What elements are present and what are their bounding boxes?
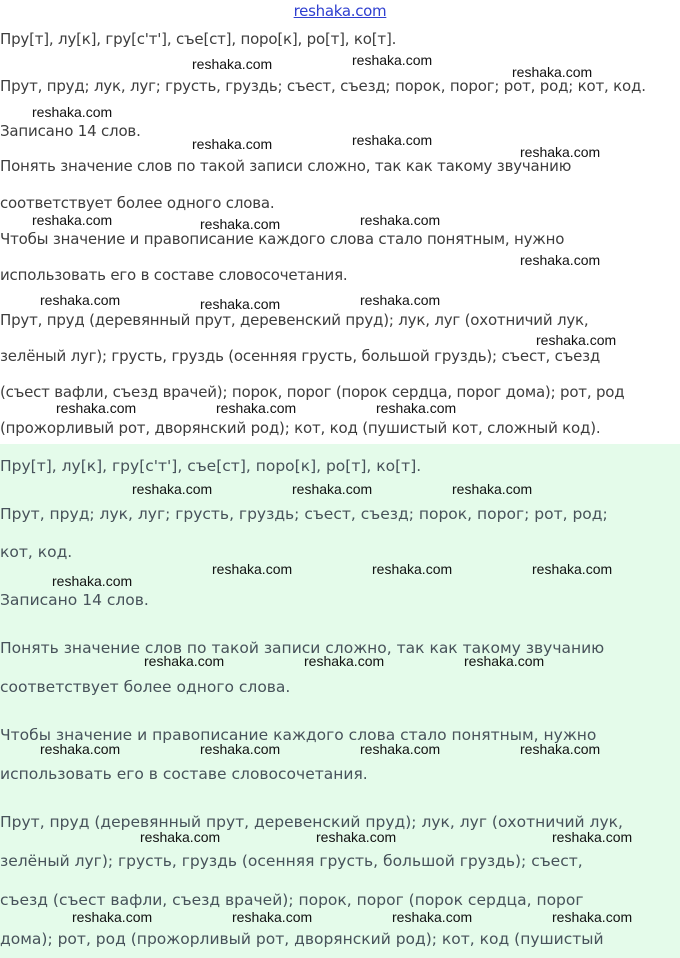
watermark: reshaka.com — [360, 292, 441, 308]
word-count-line: Записано 14 слов. — [0, 122, 141, 140]
word-pairs-line: Прут, пруд; лук, луг; грусть, груздь; съест, съезд; порок, порог; рот, род; — [0, 505, 608, 523]
watermark: reshaka.com — [316, 829, 397, 845]
watermark: reshaka.com — [520, 741, 601, 757]
word-count-line: Записано 14 слов. — [0, 591, 149, 609]
watermark: reshaka.com — [232, 909, 313, 925]
watermark: reshaka.com — [140, 829, 221, 845]
phrases-line: (прожорливый рот, дворянский род); кот, код (пушистый кот, сложный код). — [0, 419, 601, 437]
watermark: reshaka.com — [40, 292, 121, 308]
paragraph-line: использовать его в составе словосочетания. — [0, 765, 368, 783]
watermark: reshaka.com — [212, 561, 293, 577]
watermark: reshaka.com — [512, 64, 593, 80]
watermark: reshaka.com — [32, 212, 113, 228]
watermark: reshaka.com — [360, 741, 441, 757]
watermark: reshaka.com — [200, 741, 281, 757]
watermark: reshaka.com — [200, 216, 281, 232]
watermark: reshaka.com — [72, 909, 153, 925]
phrases-line: (съест вафли, съезд врачей); порок, порог (порок сердца, порог дома); рот, род — [0, 383, 625, 401]
watermark: reshaka.com — [200, 296, 281, 312]
watermark: reshaka.com — [292, 481, 373, 497]
watermark: reshaka.com — [536, 332, 617, 348]
watermark: reshaka.com — [520, 144, 601, 160]
phrases-line: Прут, пруд (деревянный прут, деревенский пруд); лук, луг (охотничий лук, — [0, 311, 589, 329]
paragraph-line: Понять значение слов по такой записи сложно, так как такому звучанию — [0, 639, 605, 657]
paragraph-line: соответствует более одного слова. — [0, 194, 275, 212]
watermark: reshaka.com — [144, 653, 225, 669]
watermark: reshaka.com — [452, 481, 533, 497]
site-link[interactable]: reshaka.com — [293, 2, 387, 20]
paragraph-line: Понять значение слов по такой записи сложно, так как такому звучанию — [0, 157, 572, 175]
watermark: reshaka.com — [32, 104, 113, 120]
phrases-line: дома); рот, род (прожорливый рот, дворянский род); кот, код (пушистый — [0, 930, 604, 948]
answer-block-plain — [0, 0, 680, 444]
watermark: reshaka.com — [40, 741, 121, 757]
transcription-line: Пру[т], лу[к], гру[с'т'], съе[ст], поро[к], ро[т], ко[т]. — [0, 30, 397, 48]
watermark: reshaka.com — [132, 481, 213, 497]
watermark: reshaka.com — [216, 400, 297, 416]
watermark: reshaka.com — [552, 829, 633, 845]
watermark: reshaka.com — [520, 252, 601, 268]
paragraph-line: Чтобы значение и правописание каждого слова стало понятным, нужно — [0, 230, 565, 248]
word-pairs-line: Прут, пруд; лук, луг; грусть, груздь; съест, съезд; порок, порог; рот, род; кот, код. — [0, 77, 646, 95]
watermark: reshaka.com — [56, 400, 137, 416]
transcription-line: Пру[т], лу[к], гру[с'т'], съе[ст], поро[к], ро[т], ко[т]. — [0, 457, 422, 475]
phrases-line: Прут, пруд (деревянный прут, деревенский пруд); лук, луг (охотничий лук, — [0, 813, 623, 831]
phrases-line: съезд (съест вафли, съезд врачей); порок, порог (порок сердца, порог — [0, 891, 584, 909]
word-pairs-line: кот, код. — [0, 543, 73, 561]
paragraph-line: Чтобы значение и правописание каждого слова стало понятным, нужно — [0, 726, 597, 744]
watermark: reshaka.com — [372, 561, 453, 577]
phrases-line: зелёный луг); грусть, груздь (осенняя грусть, большой груздь); съест, съезд — [0, 347, 601, 365]
watermark: reshaka.com — [552, 909, 633, 925]
watermark: reshaka.com — [376, 400, 457, 416]
watermark: reshaka.com — [192, 56, 273, 72]
watermark: reshaka.com — [192, 136, 273, 152]
watermark: reshaka.com — [352, 52, 433, 68]
watermark: reshaka.com — [304, 653, 385, 669]
watermark: reshaka.com — [360, 212, 441, 228]
watermark: reshaka.com — [392, 909, 473, 925]
watermark: reshaka.com — [464, 653, 545, 669]
paragraph-line: использовать его в составе словосочетания. — [0, 266, 348, 284]
watermark: reshaka.com — [52, 573, 133, 589]
answer-block-highlighted — [0, 444, 680, 958]
watermark: reshaka.com — [532, 561, 613, 577]
phrases-line: зелёный луг); грусть, груздь (осенняя грусть, большой груздь); съест, — [0, 852, 583, 870]
watermark: reshaka.com — [352, 132, 433, 148]
paragraph-line: соответствует более одного слова. — [0, 678, 291, 696]
